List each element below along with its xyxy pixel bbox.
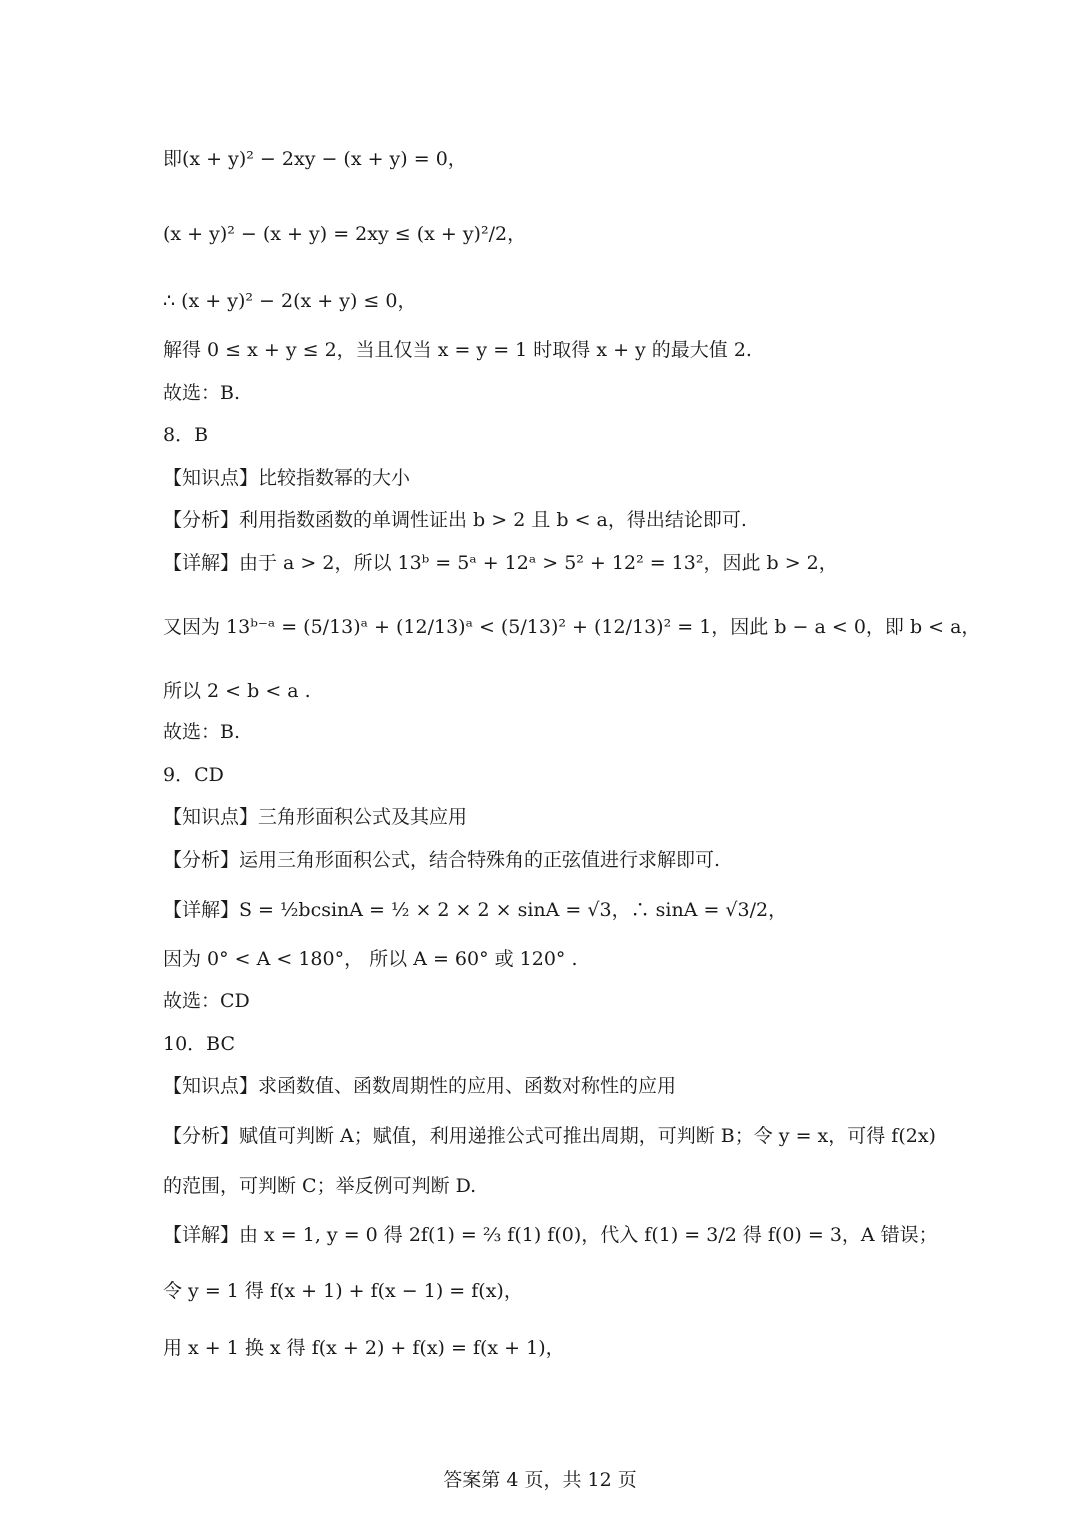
text-line: 【分析】利用指数函数的单调性证出 b > 2 且 b < a，得出结论即可. [163, 509, 747, 531]
text-line: (x + y)² − (x + y) = 2xy ≤ (x + y)²/2， [163, 223, 527, 245]
text-line: 故选：B. [163, 721, 241, 743]
answer-heading: 8．B [163, 424, 209, 446]
text-line: 又因为 13ᵇ⁻ᵃ = (5/13)ᵃ + (12/13)ᵃ < (5/13)² + (12/13)² = 1，因此 b − a < 0，即 b < a， [163, 616, 981, 638]
text-line: 【分析】赋值可判断 A；赋值，利用递推公式可推出周期，可判断 B；令 y = x，可得 f(2x) [163, 1125, 936, 1147]
text-line: 【知识点】比较指数幂的大小 [163, 467, 411, 489]
text-line: 【详解】S = ½bcsinA = ½ × 2 × 2 × sinA = √3，∴ sinA = √3/2， [163, 899, 788, 921]
text-line: 故选：CD [163, 990, 250, 1012]
text-line: 所以 2 < b < a . [163, 680, 311, 702]
text-line: 【详解】由 x = 1, y = 0 得 2f(1) = ⅔ f(1) f(0)，代入 f(1) = 3/2 得 f(0) = 3，A 错误； [163, 1224, 938, 1246]
text-line: ∴ (x + y)² − 2(x + y) ≤ 0， [163, 290, 417, 312]
answer-heading: 9．CD [163, 764, 224, 786]
text-line: 【分析】运用三角形面积公式，结合特殊角的正弦值进行求解即可. [163, 849, 721, 871]
text-line: 【详解】由于 a > 2，所以 13ᵇ = 5ᵃ + 12ᵃ > 5² + 12² = 13²，因此 b > 2， [163, 552, 838, 574]
text-line: 令 y = 1 得 f(x + 1) + f(x − 1) = f(x)， [163, 1280, 523, 1302]
text-line: 的范围，可判断 C；举反例可判断 D. [163, 1175, 477, 1197]
text-line: 用 x + 1 换 x 得 f(x + 2) + f(x) = f(x + 1)， [163, 1337, 565, 1359]
text-line: 【知识点】三角形面积公式及其应用 [163, 806, 468, 828]
text-line: 即(x + y)² − 2xy − (x + y) = 0， [163, 148, 467, 170]
text-line: 【知识点】求函数值、函数周期性的应用、函数对称性的应用 [163, 1075, 677, 1097]
text-line: 解得 0 ≤ x + y ≤ 2，当且仅当 x = y = 1 时取得 x + y 的最大值 2. [163, 339, 752, 361]
answer-heading: 10．BC [163, 1033, 236, 1055]
page-footer: 答案第 4 页，共 12 页 [443, 1469, 637, 1491]
text-line: 因为 0° < A < 180°， 所以 A = 60° 或 120° . [163, 948, 578, 970]
text-line: 故选：B. [163, 382, 241, 404]
